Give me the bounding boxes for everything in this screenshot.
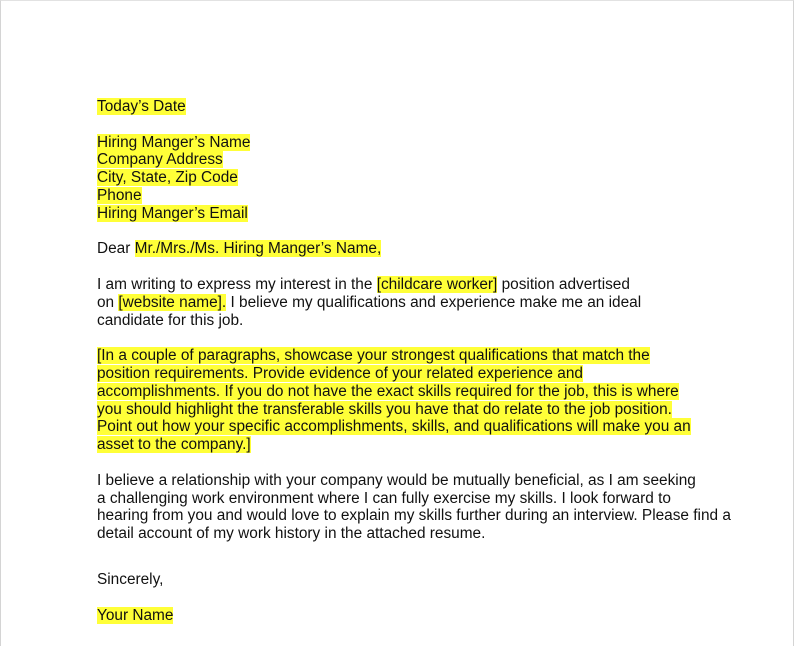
- job-title-placeholder: [childcare worker]: [376, 275, 498, 293]
- intro-paragraph: I am writing to express my interest in the [childcare worker] position advertised on [website name]. I believe my qualifications and experience make me an ideal candidate for this job.: [97, 275, 642, 329]
- salutation: [97, 240, 707, 258]
- recipient-phone: Phone: [97, 186, 142, 204]
- salutation-name: Mr./Mrs./Ms. Hiring Manger’s Name,: [134, 240, 382, 258]
- recipient-address: Company Address: [97, 151, 223, 169]
- recipient-name: Hiring Manger’s Name: [97, 133, 251, 151]
- website-name-placeholder: [website name].: [118, 293, 227, 311]
- placeholder-paragraph: [In a couple of paragraphs, showcase your strongest qualifications that match the position requirements. Provide evidence of your related experience and accomplishments. If you do not have the exact skills required for the job, this is where you should highlight the transferable skills you have that do relate to the job position. Point out how your specific accomplishments, skills, and qualifications will make you an asset to the company.]: [97, 347, 691, 454]
- closing-paragraph: I believe a relationship with your company would be mutually beneficial, as I am seeking a challenging work environment where I can fully exercise my skills. I look forward to hearing from you and would love to explain my skills further during an interview. Please find a detail account of my work history in the attached resume.: [97, 471, 731, 543]
- salutation-prefix: Dear: [97, 240, 135, 258]
- signoff: Sincerely,: [97, 570, 164, 588]
- date-text: Today’s Date: [97, 98, 186, 115]
- letter-body: [97, 98, 731, 624]
- signature-line: [97, 607, 707, 625]
- recipient-block: [97, 134, 707, 223]
- recipient-email: Hiring Manger’s Email: [97, 204, 248, 222]
- date-line: [97, 98, 707, 116]
- signature-name: Your Name: [97, 606, 174, 624]
- recipient-city-state-zip: City, State, Zip Code: [97, 169, 238, 187]
